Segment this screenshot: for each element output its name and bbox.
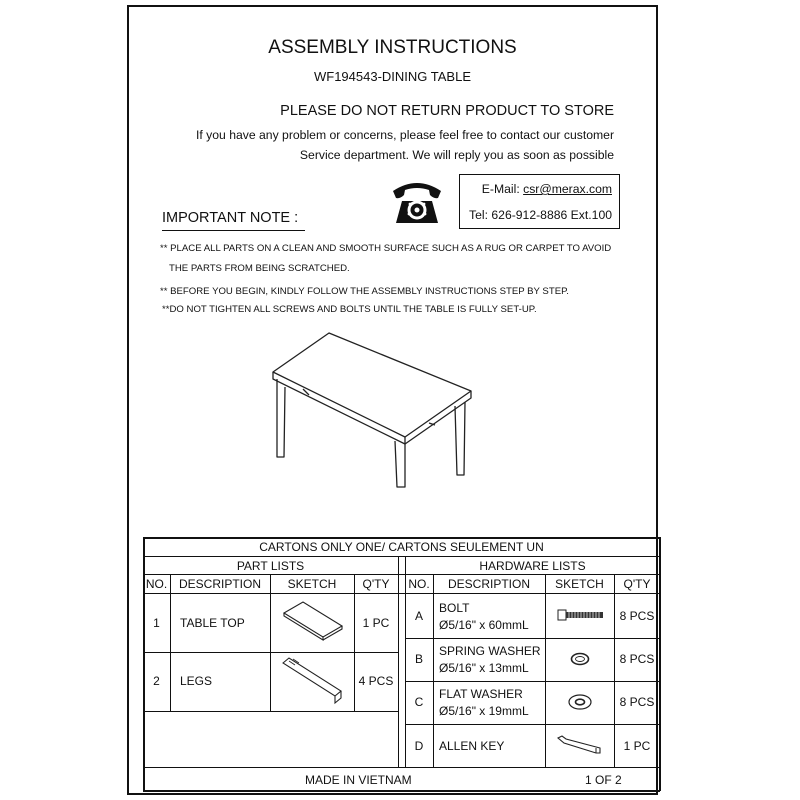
table-rule — [143, 593, 660, 594]
made-in: MADE IN VIETNAM — [305, 773, 412, 787]
rule-3: **DO NOT TIGHTEN ALL SCREWS AND BOLTS UNTIL THE TABLE IS FULLY SET-UP. — [162, 304, 537, 315]
col-no: NO. — [408, 577, 430, 591]
table-col-rule — [398, 556, 399, 767]
rule-1-line-2: THE PARTS FROM BEING SCRATCHED. — [169, 263, 350, 274]
rule-1-line-1: ** PLACE ALL PARTS ON A CLEAN AND SMOOTH SURFACE SUCH AS A RUG OR CARPET TO AVOID — [160, 243, 612, 254]
bolt-sketch — [557, 608, 605, 622]
hardware-size: Ø5/16" x 19mmL — [439, 704, 529, 718]
table-col-rule — [433, 574, 434, 767]
page-title: ASSEMBLY INSTRUCTIONS — [268, 37, 517, 58]
col-qty: Q'TY — [362, 577, 390, 591]
hardware-size: Ø5/16" x 60mmL — [439, 618, 529, 632]
telephone-line: Tel: 626-912-8886 Ext.100 — [469, 208, 612, 222]
table-rule — [143, 574, 660, 575]
allen-key-sketch — [556, 734, 606, 756]
hardware-name: BOLT — [439, 601, 470, 615]
hardware-no: A — [414, 609, 423, 623]
hardware-name: ALLEN KEY — [439, 739, 505, 753]
hardware-qty: 8 PCS — [619, 609, 655, 623]
table-rule — [405, 638, 660, 639]
instruction-sheet — [127, 5, 658, 795]
part-description: TABLE TOP — [180, 616, 245, 630]
email-link[interactable]: csr@merax.com — [523, 182, 612, 196]
col-sketch: SKETCH — [287, 577, 337, 591]
table-rule — [143, 767, 660, 768]
part-description: LEGS — [180, 674, 213, 688]
table-border-left — [143, 537, 145, 791]
telephone-icon — [390, 177, 444, 225]
email-label: E-Mail: — [481, 182, 520, 196]
hardware-no: D — [414, 739, 424, 753]
leg-sketch — [281, 655, 345, 707]
part-qty: 1 PC — [362, 616, 390, 630]
table-col-rule — [545, 574, 546, 767]
col-qty: Q'TY — [623, 577, 651, 591]
hardware-no: C — [414, 695, 424, 709]
part-no: 1 — [153, 616, 160, 630]
col-sketch: SKETCH — [555, 577, 604, 591]
important-note-heading: IMPORTANT NOTE : — [162, 210, 299, 226]
hardware-name: FLAT WASHER — [439, 687, 523, 701]
part-lists-header: PART LISTS — [236, 559, 305, 573]
table-rule — [405, 724, 660, 725]
contact-box — [459, 174, 620, 229]
hardware-qty: 8 PCS — [619, 652, 655, 666]
table-rule — [405, 681, 660, 682]
hardware-qty: 8 PCS — [619, 695, 655, 709]
cartons-header: CARTONS ONLY ONE/ CARTONS SEULEMENT UN — [259, 540, 544, 554]
table-border-bottom — [143, 790, 660, 792]
hardware-name: SPRING WASHER — [439, 644, 541, 658]
page-number: 1 OF 2 — [585, 773, 622, 787]
dining-table-illustration — [269, 327, 474, 497]
email-line — [482, 182, 612, 196]
parts-table — [143, 537, 660, 791]
hardware-no: B — [414, 652, 423, 666]
heading-underline — [162, 230, 305, 231]
hardware-lists-header: HARDWARE LISTS — [479, 559, 586, 573]
return-warning: PLEASE DO NOT RETURN PRODUCT TO STORE — [280, 103, 614, 119]
table-rule — [143, 711, 398, 712]
hardware-qty: 1 PC — [623, 739, 651, 753]
table-col-rule — [170, 574, 171, 711]
part-no: 2 — [153, 674, 160, 688]
spring-washer-sketch — [569, 651, 591, 667]
table-col-rule — [354, 574, 355, 711]
table-top-sketch — [281, 600, 345, 642]
table-rule — [143, 556, 660, 557]
col-no: NO. — [145, 577, 168, 591]
contact-note-line1: If you have any problem or concerns, please feel free to contact our customer — [196, 128, 614, 142]
model-number: WF194543-DINING TABLE — [313, 69, 471, 84]
table-col-rule — [270, 574, 271, 711]
rule-2: ** BEFORE YOU BEGIN, KINDLY FOLLOW THE ASSEMBLY INSTRUCTIONS STEP BY STEP. — [160, 286, 569, 297]
part-qty: 4 PCS — [358, 674, 394, 688]
col-description: DESCRIPTION — [447, 577, 530, 591]
col-description: DESCRIPTION — [178, 577, 261, 591]
table-border-top — [143, 537, 660, 539]
hardware-size: Ø5/16" x 13mmL — [439, 661, 529, 675]
contact-note-line2: Service department. We will reply you as soon as possible — [299, 148, 614, 162]
flat-washer-sketch — [567, 693, 593, 711]
